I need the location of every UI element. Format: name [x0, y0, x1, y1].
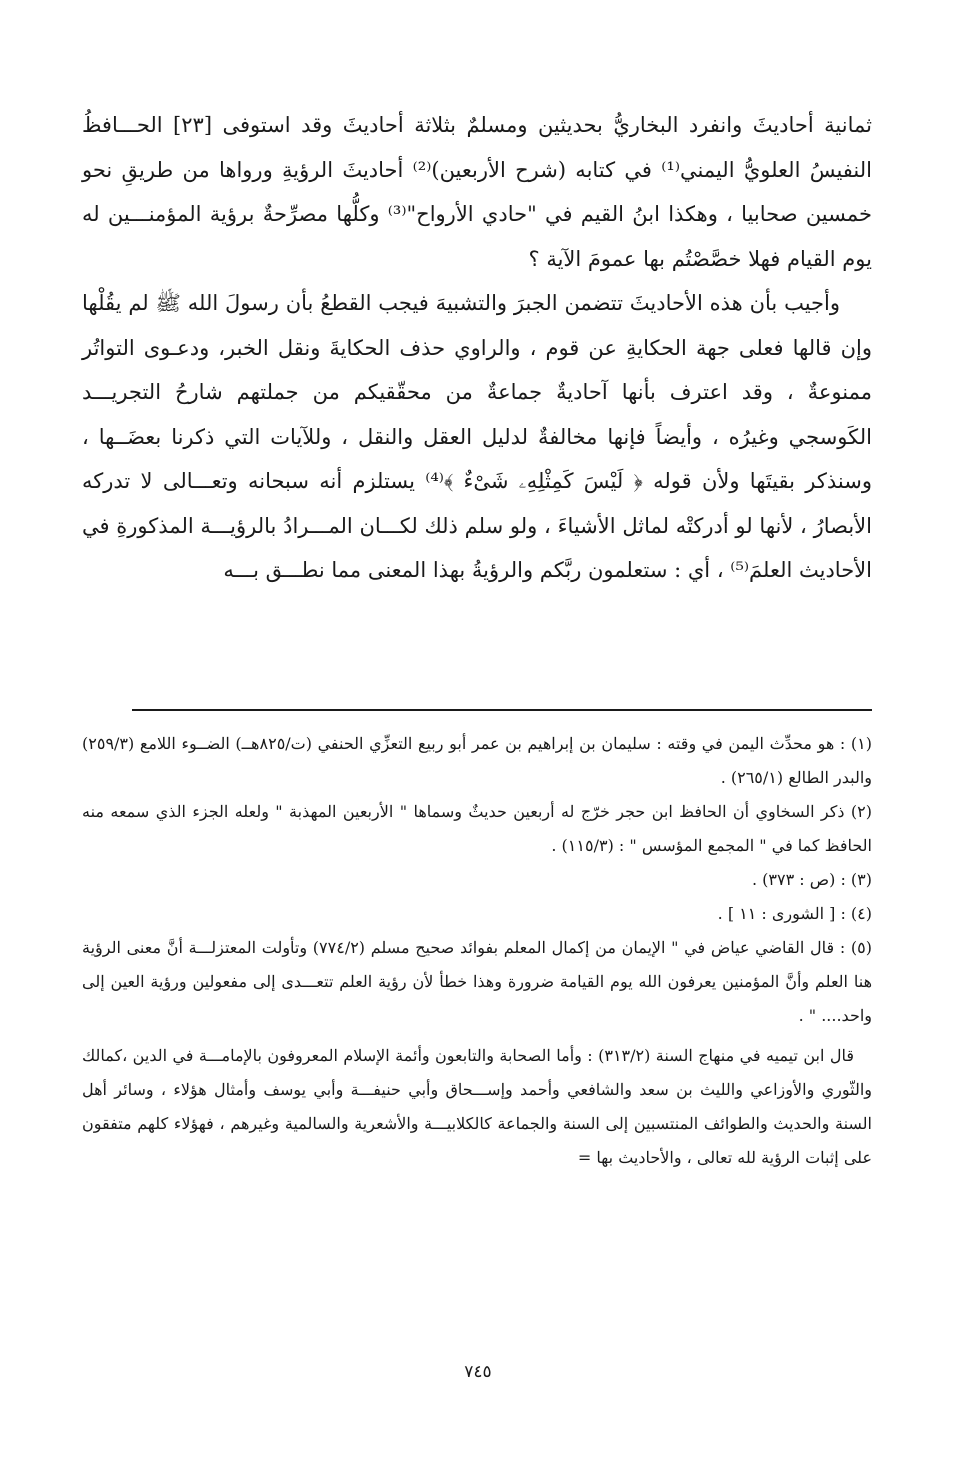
footnote-4	[82, 897, 872, 931]
footnote-2	[82, 795, 872, 863]
footnote-number: (١) :	[839, 734, 873, 753]
footnote-text: (ص : ٣٧٣) .	[751, 870, 836, 889]
footnote-number: (٣) :	[840, 870, 872, 889]
footnote-text: قال القاضي عياض في " الإيمان من إكمال المعلم بفوائد صحيح مسلم (٧٧٤/٢) وتأولت المعتزلـــة أنَّ معنى الرؤية هنا العلم وأنَّ المؤمنين يعرفون الله يوم القيامة ضرورة وهذا خطأ لأن رؤية العلم تتعـــدى إلى مفعولين ورؤية العين إلى واحد.... " .	[82, 938, 872, 1025]
page-number: ٧٤٥	[464, 1362, 492, 1382]
footnote-text: ذكر السخاوي أن الحافظ ابن حجر خرّج له أربعين حديثٌ وسماها " الأربعين المهذبة " ولعله الجزء الذي سمعه منه الحافظ كما في " المجمع المؤسس " : (١١٥/٣) .	[82, 802, 872, 855]
footnote-text: [ الشورى : ١١ ] .	[717, 904, 836, 923]
footnote-number: (٤) :	[840, 904, 872, 923]
footnote-divider	[132, 709, 872, 711]
footnote-number: (٥) :	[839, 938, 872, 957]
main-paragraph: ثمانية أحاديثَ وانفرد البخاريُّ بحديثين ومسلمٌ بثلاثة أحاديثَ وقد استوفى [٢٣] الحـــافظُ النفيسُ العلويُّ اليمني⁽¹⁾ في كتابه (شرح الأربعين)⁽²⁾ أحاديثَ الرؤيةِ ورواها من طريقِ نحو خمسين صحابيا ، وهكذا ابنُ القيم في "حادي الأرواح"⁽³⁾ وكلُّها مصرِّحةٌ برؤية المؤمنـــين له يوم القيام فهلا خصَّصْتُم بها عمومَ الآية ؟	[82, 113, 872, 271]
main-text-body	[82, 103, 872, 593]
footnote-continuation: قال ابن تيميه في منهاج السنة (٣١٣/٢) : وأما الصحابة والتابعون وأئمة الإسلام المعروفون بالإمامـــة في الدين ،كمالك والثّوري والأوزاعي والليث بن سعد والشافعي وأحمد وإســـحاق وأبي حنيفـــة وأبي يوسف وأمثال هؤلاء ، وسائر أهل السنة والحديث والطوائف المنتسبين إلى السنة والجماعة كالكلابيـــة والأشعرية والسالمية وغيرهم ، فهؤلاء كلهم متفقون على إثبات الرؤية لله تعالى ، والأحاديث بها =	[82, 1046, 873, 1167]
footnote-1	[82, 727, 872, 795]
footnote-3	[82, 863, 872, 897]
footnote-text: هو محدِّث اليمن في وقته : سليمان بن إبراهيم بن عمر أبو ربيع التعزِّي الحنفي (ت/٨٢٥هــ) الضــوء اللامع (٢٥٩/٣) والبدر الطالع (٢٦٥/١) .	[82, 734, 872, 787]
footnote-number: (٢)	[850, 802, 872, 821]
footnotes-section	[82, 727, 872, 1175]
footnote-5	[82, 931, 872, 1033]
main-paragraph: وأجيب بأن هذه الأحاديثَ تتضمن الجبرَ والتشبيهَ فيجب القطعُ بأن رسولَ الله ﷺ لم يقُلْها وإن قالها فعلى جهة الحكايةِ عن قوم ، والراوي حذف الحكايةَ ونقل الخبر، ودعـوى التواتُر ممنوعةٌ ، وقد اعترف بأنها آحاديةٌ جماعةٌ من محقّقيكم من جملتهم شارحُ التجريـــد الكَوسجي وغيرُه ، وأيضاً فإنها مخالفةٌ لدليل العقل والنقل ، وللآيات التي ذكرنا بعضَــها ، وسنذكر بقيتَها ولأن قوله ﴿ لَيْسَ كَمِثْلِهِۦ شَىْءٌ ﴾⁽⁴⁾ يستلزم أنه سبحانه وتعـــالى لا تدركه الأبصارُ ، لأنها لو أدركتْه لماثل الأشياءَ ، ولو سلم ذلك لكـــان المـــرادُ بالرؤيـــة المذكورةِ في الأحاديث العلمَ⁽⁵⁾ ، أي : ستعلمون ربَّكم والرؤيةُ بهذا المعنى مما نطـــق بـــه	[82, 291, 872, 582]
